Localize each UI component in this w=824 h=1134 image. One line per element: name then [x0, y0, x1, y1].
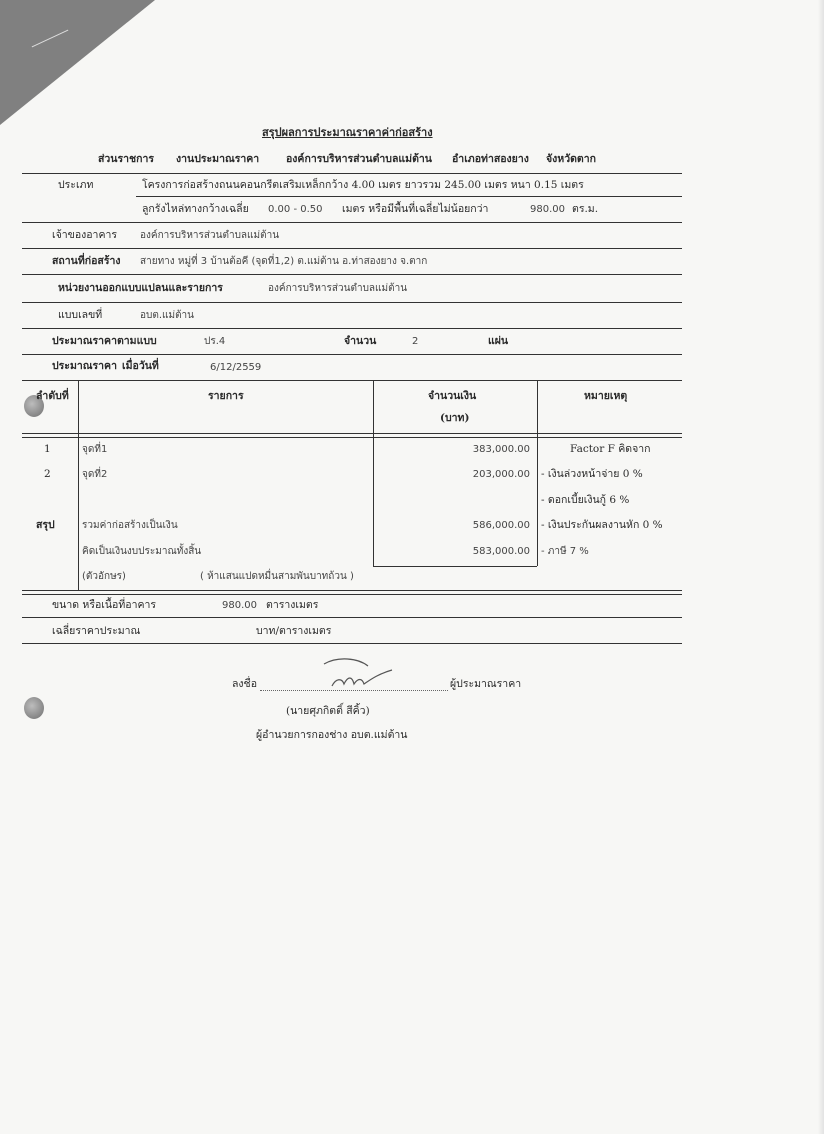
agency-province: จังหวัดตาก [546, 153, 596, 165]
agency-dept: งานประมาณราคา [176, 153, 260, 165]
type-line2-e: ตร.ม. [572, 203, 599, 215]
table-col-divider [537, 381, 538, 566]
drawing-value: อบต.แม่ต้าน [140, 310, 195, 321]
rule [22, 248, 682, 249]
designer-value: องค์การบริหารส่วนตำบลแม่ต้าน [268, 283, 408, 294]
sign-prefix: ลงชื่อ [232, 678, 257, 690]
estimate-date-label: ประมาณราคา [52, 360, 117, 372]
agency-org: องค์การบริหารส่วนตำบลแม่ต้าน [286, 153, 432, 165]
rule [22, 222, 682, 223]
row-remark: - ภาษี 7 % [541, 546, 589, 557]
row-amount: 383,000.00 [472, 444, 530, 455]
sign-role: ผู้ประมาณราคา [450, 678, 522, 690]
size-unit: ตารางเมตร [266, 599, 319, 611]
amount-words-label: (ตัวอักษร) [82, 571, 126, 582]
owner-label: เจ้าของอาคาร [52, 229, 118, 241]
estimate-date-value: 6/12/2559 [210, 362, 262, 373]
size-label: ขนาด หรือเนื้อที่อาคาร [52, 599, 157, 611]
designer-label: หน่วยงานออกแบบแปลนและรายการ [58, 282, 223, 294]
type-line2-b: 0.00 - 0.50 [268, 204, 323, 215]
header-item: รายการ [208, 390, 244, 402]
agency-label: ส่วนราชการ [98, 153, 155, 165]
sheets-label: จำนวน [344, 335, 377, 347]
type-line2-d: 980.00 [530, 204, 565, 215]
table-col-divider [78, 381, 79, 590]
table-header-rule [22, 433, 682, 438]
header-amount: จำนวนเงิน [428, 390, 477, 402]
punch-hole-bottom [24, 697, 44, 719]
folded-corner [0, 0, 155, 125]
avg-label: เฉลี่ยราคาประมาณ [52, 625, 141, 637]
row-no: สรุป [36, 519, 55, 531]
signer-position: ผู้อำนวยการกองช่าง อบต.แม่ต้าน [256, 729, 408, 741]
site-label: สถานที่ก่อสร้าง [52, 255, 121, 267]
row-item: รวมค่าก่อสร้างเป็นเงิน [82, 520, 178, 531]
header-no: ลำดับที่ [36, 390, 69, 402]
rule [22, 274, 682, 275]
row-amount: 203,000.00 [472, 469, 530, 480]
row-item: จุดที่1 [82, 444, 108, 455]
type-label: ประเภท [58, 179, 94, 191]
avg-unit: บาท/ตารางเมตร [256, 625, 332, 637]
total-box-bottom [373, 566, 537, 567]
site-value: สายทาง หมู่ที่ 3 บ้านต้อคี (จุดที่1,2) ต.แม่ต้าน อ.ท่าสองยาง จ.ตาก [140, 256, 428, 267]
estimate-form-value: ปร.4 [204, 336, 226, 347]
table-bottom-rule [22, 590, 682, 595]
rule [22, 617, 682, 618]
row-item: จุดที่2 [82, 469, 108, 480]
rule [22, 354, 682, 355]
sheets-unit: แผ่น [488, 335, 509, 347]
row-no: 2 [44, 468, 51, 480]
row-remark: - ดอกเบี้ยเงินกู้ 6 % [541, 494, 630, 506]
row-remark: - เงินล่วงหน้าจ่าย 0 % [541, 468, 643, 480]
type-line2-a: ลูกรังไหล่ทางกว้างเฉลี่ย [142, 203, 249, 215]
row-item: คิดเป็นเงินงบประมาณทั้งสิ้น [82, 546, 202, 557]
amount-words-value: ( ห้าแสนแปดหมื่นสามพันบาทถ้วน ) [200, 571, 354, 582]
table-top-rule [22, 380, 682, 381]
table-col-divider [373, 381, 374, 566]
estimate-form-label: ประมาณราคาตามแบบ [52, 335, 157, 347]
size-value: 980.00 [222, 600, 257, 611]
owner-value: องค์การบริหารส่วนตำบลแม่ต้าน [140, 230, 280, 241]
type-line2-c: เมตร หรือมีพื้นที่เฉลี่ยไม่น้อยกว่า [342, 203, 489, 215]
rule [22, 302, 682, 303]
document-title: สรุปผลการประมาณราคาค่าก่อสร้าง [262, 126, 433, 139]
row-remark: Factor F คิดจาก [570, 443, 651, 455]
type-line1: โครงการก่อสร้างถนนคอนกรีตเสริมเหล็กกว้าง 4.00 เมตร ยาวรวม 245.00 เมตร หนา 0.15 เมตร [142, 179, 584, 191]
row-amount: 583,000.00 [472, 546, 530, 557]
drawing-label: แบบเลขที่ [58, 309, 103, 321]
estimate-date-sub: เมื่อวันที่ [122, 360, 159, 372]
rule [22, 173, 682, 174]
sheets-value: 2 [412, 336, 419, 347]
signer-name: (นายศุภกิตติ์ สีคิ้ว) [286, 705, 370, 717]
rule [22, 643, 682, 644]
header-remark: หมายเหตุ [584, 390, 628, 402]
header-amount-unit: (บาท) [440, 412, 470, 424]
rule [136, 196, 682, 197]
agency-district: อำเภอท่าสองยาง [452, 153, 529, 165]
rule [22, 328, 682, 329]
row-remark: - เงินประกันผลงานหัก 0 % [541, 519, 663, 531]
row-no: 1 [44, 443, 51, 455]
handwritten-signature [318, 656, 398, 692]
row-amount: 586,000.00 [472, 520, 530, 531]
scan-edge-shadow [818, 0, 824, 1134]
